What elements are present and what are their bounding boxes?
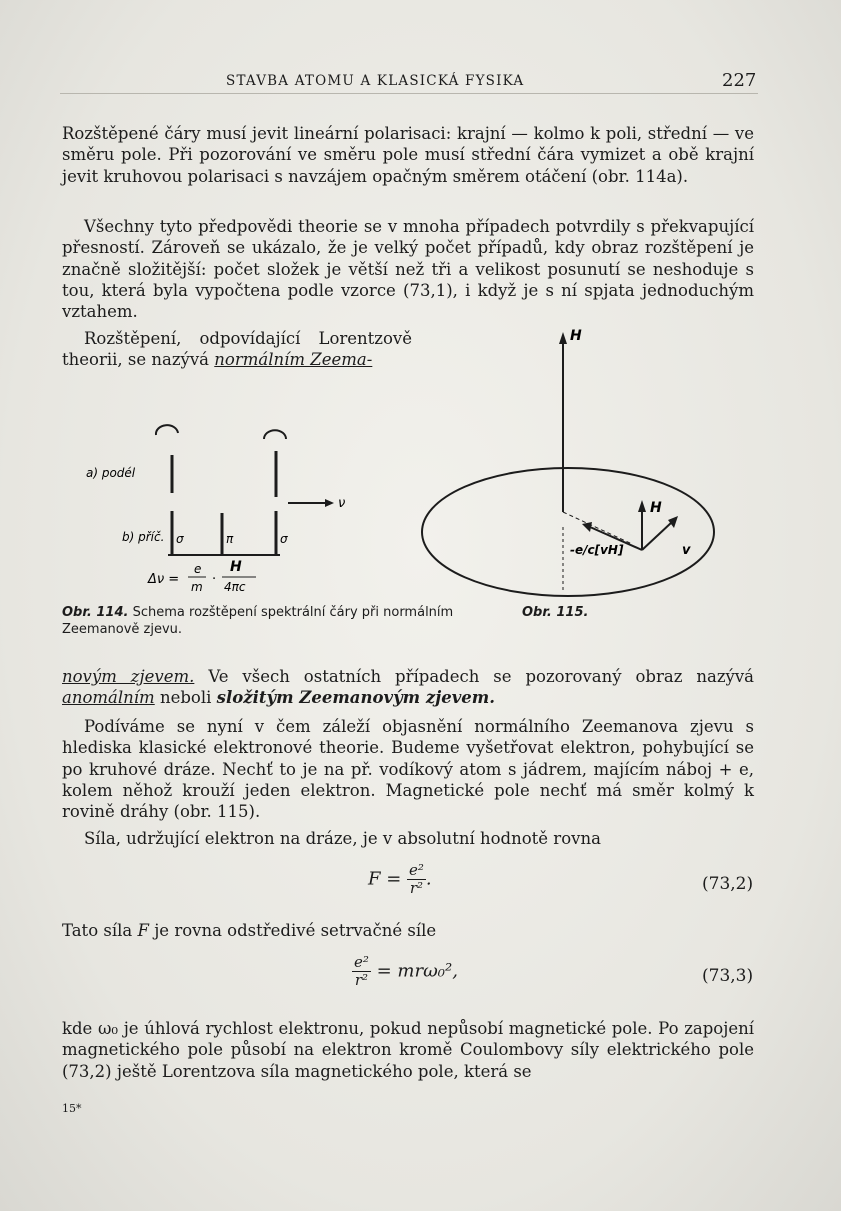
equation-73-2 (368, 862, 432, 897)
term-normal: normálním Zeema- (214, 350, 373, 370)
paragraph-angular-velocity: kde ω₀ je úhlová rychlost elektronu, pokud nepůsobí magnetické pole. Po zapojení magnetického pole působí na elektron kromě Coulombovy síly elektrického pole (73,2) ještě Lorentzova síla magnetického pole, která se (62, 1019, 754, 1081)
paragraph-polarisation: Rozštěpené čáry musí jevit lineární polarisaci: krajní — kolmo k poli, střední — ve směru pole. Při pozorování ve směru pole musí střední čára vymizet a obě krajní jevit kruhovou polarisaci s navzájem opačným směrem otáčení (obr. 114a). (62, 124, 754, 186)
symbol-F: F (137, 921, 149, 940)
H-top-label: H (570, 328, 582, 344)
eq2-num: e² (354, 953, 369, 971)
paragraph-classical-theory (62, 716, 754, 822)
figure-115-caption (522, 604, 588, 621)
anomalous-text-b: neboli (159, 688, 212, 708)
header-rule (60, 93, 758, 94)
force-label: -e/c[vH] (570, 543, 624, 557)
centrifugal-text-a: Tato síla (62, 921, 133, 940)
equation-number-73-3: (73,3) (702, 966, 754, 986)
formula-H: H (230, 559, 242, 575)
formula-m: m (191, 580, 203, 594)
H-right-label: H (650, 500, 662, 516)
delta-nu: Δν = (148, 572, 180, 587)
pi-label: π (226, 532, 234, 546)
circular-polarisation-right (264, 430, 286, 439)
figure-115 (420, 322, 720, 602)
figure-114-caption-text: Schema rozštěpení spektrální čáry při normálním Zeemanově zjevu. (62, 605, 454, 637)
paragraph-centrifugal (62, 920, 754, 941)
classical-theory-text: Podíváme se nyní v čem záleží objasnění normálního Zeemanova zjevu s hlediska klasické elektronové theorie. Budeme vyšetřovat elektron, pohybující se po kruhové dráze. Nechť to je na př. vodíkový atom s jádrem, majícím náboj + e, kolem něhož krouží jeden elektron. Magnetické pole nechť má směr kolmý k rovině dráhy (obr. 115). (62, 717, 754, 822)
sigma-right: σ (280, 532, 288, 546)
sigma-left: σ (176, 532, 184, 546)
signature-mark: 15* (62, 1102, 82, 1115)
eq2-den: r² (354, 971, 369, 989)
circular-polarisation-left (156, 425, 178, 435)
force-text: Síla, udržující elektron na dráze, je v absolutní hodnotě rovna (84, 829, 601, 848)
centrifugal-text-b: je rovna odstředivé setrvačné síle (154, 921, 437, 940)
paragraph-anomalous (62, 666, 754, 709)
figure-114 (60, 415, 400, 605)
normal-effect-text: Rozštěpení, odpovídající Lorentzově theorii, se nazývá (62, 329, 412, 370)
formula-e: e (194, 562, 202, 576)
paragraph-predictions (62, 216, 754, 322)
running-title: STAVBA ATOMU A KLASICKÁ FYSIKA (226, 73, 525, 89)
paragraph-force (62, 828, 754, 849)
figure-114-caption-label: Obr. 114. (62, 605, 129, 620)
eq1-den: r² (409, 879, 424, 897)
nu-label: ν (338, 496, 346, 511)
v-label: v (682, 543, 691, 558)
electron-orbit (422, 468, 714, 596)
figure-114-caption (62, 604, 462, 638)
label-b: b) příč. (122, 530, 165, 544)
eq1-tail: . (425, 868, 432, 890)
anomalous-text-a: Ve všech ostatních případech se pozorovaný obraz nazývá (208, 667, 754, 686)
page-number: 227 (722, 70, 757, 91)
equation-number-73-2: (73,2) (702, 874, 754, 894)
paragraph-normal-effect (62, 328, 412, 371)
eq1-num: e² (409, 861, 424, 879)
label-a: a) podél (86, 466, 136, 480)
figure-115-caption-label: Obr. 115. (522, 605, 589, 620)
term-anomalous: anomálním (62, 688, 155, 708)
eq1-lhs: F = (368, 868, 402, 890)
formula-4pic: 4πc (224, 580, 246, 594)
term-complex-effect: složitým Zeemanovým zjevem. (216, 688, 495, 708)
eq2-rhs: = mrω₀², (376, 960, 458, 982)
equation-73-3 (352, 954, 458, 989)
velocity-arrow (642, 522, 672, 550)
formula-dot: · (212, 572, 217, 587)
term-new-effect: novým zjevem. (62, 667, 195, 686)
paragraph-predictions-text: Všechny tyto předpovědi theorie se v mnoha případech potvrdily s překvapující přesností. Zároveň se ukázalo, že je velký počet případů, kdy obraz rozštěpení je značně složitější: počet složek je větší než tři a velikost posunutí se neshoduje s tou, která byla vypočtena podle vzorce (73,1), i když je s ní spjata jednoduchým vztahem. (62, 217, 754, 322)
